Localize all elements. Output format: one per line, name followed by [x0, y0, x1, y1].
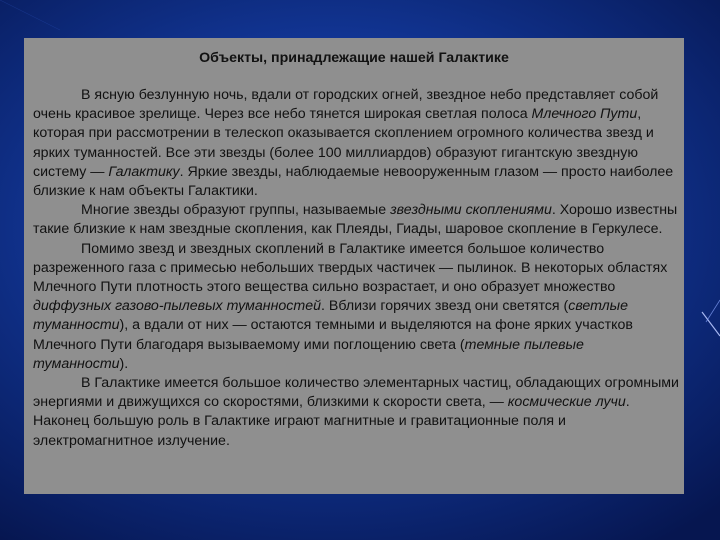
light-streak: [706, 300, 720, 322]
text-segment: ), а вдали от них — остаются темными и выделяются на фоне ярких участков Млечного Пути благодаря вызываемому ими поглощению света (: [33, 317, 633, 353]
paragraph: [33, 374, 681, 451]
text-segment: . Вблизи горячих звезд они светятся (: [320, 298, 569, 315]
light-streak: [702, 312, 720, 336]
text-segment: В ясную безлунную ночь, вдали от городских огней, звездное небо представляет собой очень красивое зрелище. Через все небо тянется широкая светлая полоса: [33, 87, 659, 123]
italic-term: Галактику: [108, 163, 180, 180]
italic-term: Млечного Пути: [531, 106, 638, 123]
body-text: [33, 86, 681, 451]
text-segment: . Яркие звезды, наблюдаемые невооруженным глазом — просто наиболее близкие к нам объекты Галактики.: [33, 163, 674, 200]
italic-term: светлые туманности: [33, 298, 628, 334]
italic-term: звездными скоплениями: [390, 202, 552, 219]
italic-term: космические лучи: [507, 394, 626, 411]
paragraph: [33, 201, 681, 239]
text-segment: . Хорошо известны такие близкие к нам звездные скопления, как Плеяды, Гиады, шаровое скопление в Геркулесе.: [33, 202, 678, 238]
paragraph: [33, 240, 681, 374]
italic-term: диффузных газово-пылевых туманностей: [33, 298, 321, 315]
text-segment: Многие звезды образуют группы, называемые: [81, 202, 391, 219]
text-segment: . Наконец большую роль в Галактике играют магнитные и гравитационные поля и электромагнитное излучение.: [33, 394, 630, 449]
text-segment: В Галактике имеется большое количество элементарных частиц, обладающих огромными энергиями и движущихся со скоростями, близкими к скорости света, —: [33, 375, 679, 411]
italic-term: темные пылевые туманности: [33, 336, 584, 372]
paragraph: [33, 86, 681, 201]
text-segment: , которая при рассмотрении в телескоп оказывается скоплением огромного количества звезд и ярких туманностей. Все эти звезды (более 100 миллиардов) образуют гигантскую звездную систему —: [33, 106, 654, 180]
text-panel: [24, 38, 684, 494]
light-streak: [0, 0, 60, 30]
slide-title: Объекты, принадлежащие нашей Галактике: [199, 50, 509, 66]
text-segment: Помимо звезд и звездных скоплений в Галактике имеется большое количество разреженного газа с примесью небольших твердых частичек — пылинок. В некоторых областях Млечного Пути плотность этого вещества сильно возрастает, и оно образует множество: [33, 240, 668, 296]
text-segment: ).: [119, 355, 129, 372]
